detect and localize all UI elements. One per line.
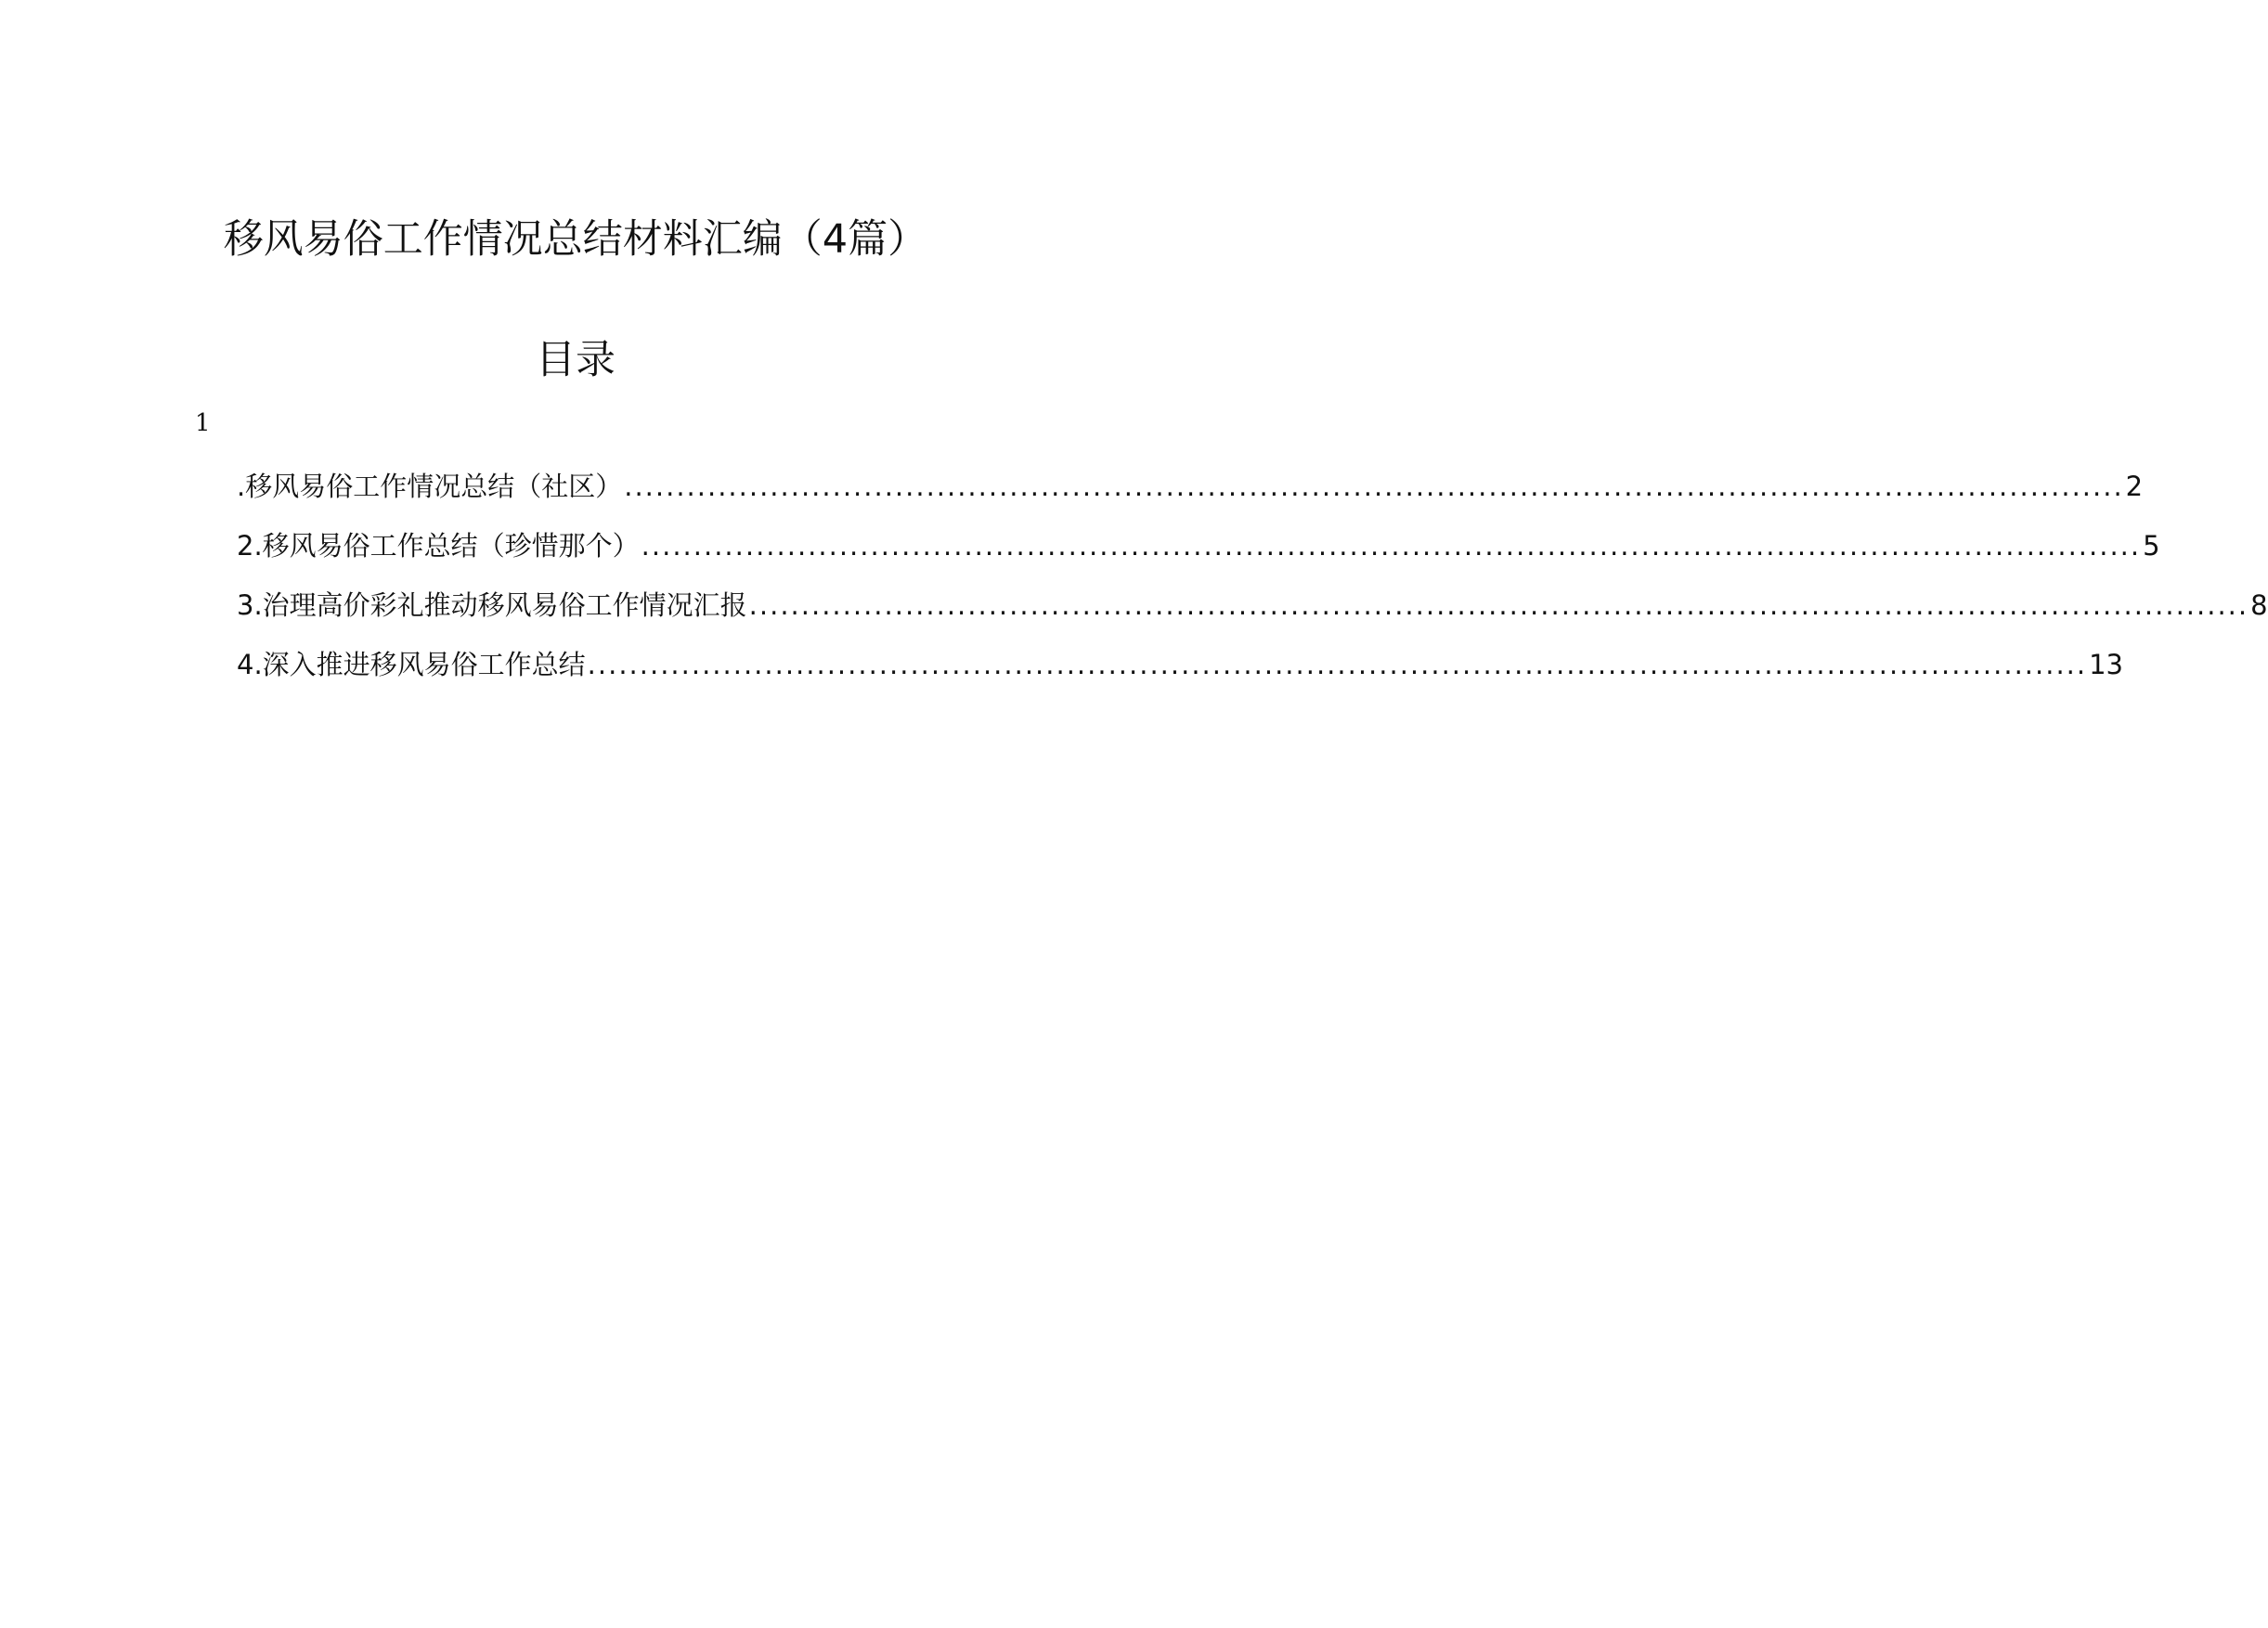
toc-dot-leader: ................................................................................................................................................ <box>587 649 2088 680</box>
toc-page-number: 13 <box>2089 649 2124 680</box>
toc-entry-2[interactable] <box>237 516 2160 575</box>
toc-entry-1[interactable] <box>237 457 2144 516</box>
toc-heading: 目录 <box>536 337 616 383</box>
toc-page-number: 8 <box>2250 589 2268 621</box>
document-title: 移风易俗工作情况总结材料汇编（4篇） <box>223 216 928 263</box>
toc-entry-label: 3.治理高价彩礼推动移风易俗工作情况汇报 <box>237 589 747 621</box>
table-of-contents <box>237 457 2268 694</box>
toc-entry-label: 2.移风易俗工作总结（珍惜那个） <box>237 530 640 562</box>
toc-entry-4[interactable] <box>237 635 2124 694</box>
toc-entry-label: .移风易俗工作情况总结（社区） <box>237 471 623 502</box>
toc-dot-leader: ................................................................................................................................................ <box>748 589 2249 621</box>
toc-dot-leader: ................................................................................................................................................ <box>624 471 2124 502</box>
toc-entry-label: 4.深入推进移风易俗工作总结 <box>237 649 586 680</box>
toc-entry-3[interactable] <box>237 575 2268 635</box>
toc-dot-leader: ................................................................................................................................................ <box>641 530 2142 562</box>
toc-page-number: 2 <box>2125 471 2144 502</box>
stray-page-number: 1 <box>195 409 211 437</box>
toc-page-number: 5 <box>2143 530 2160 562</box>
